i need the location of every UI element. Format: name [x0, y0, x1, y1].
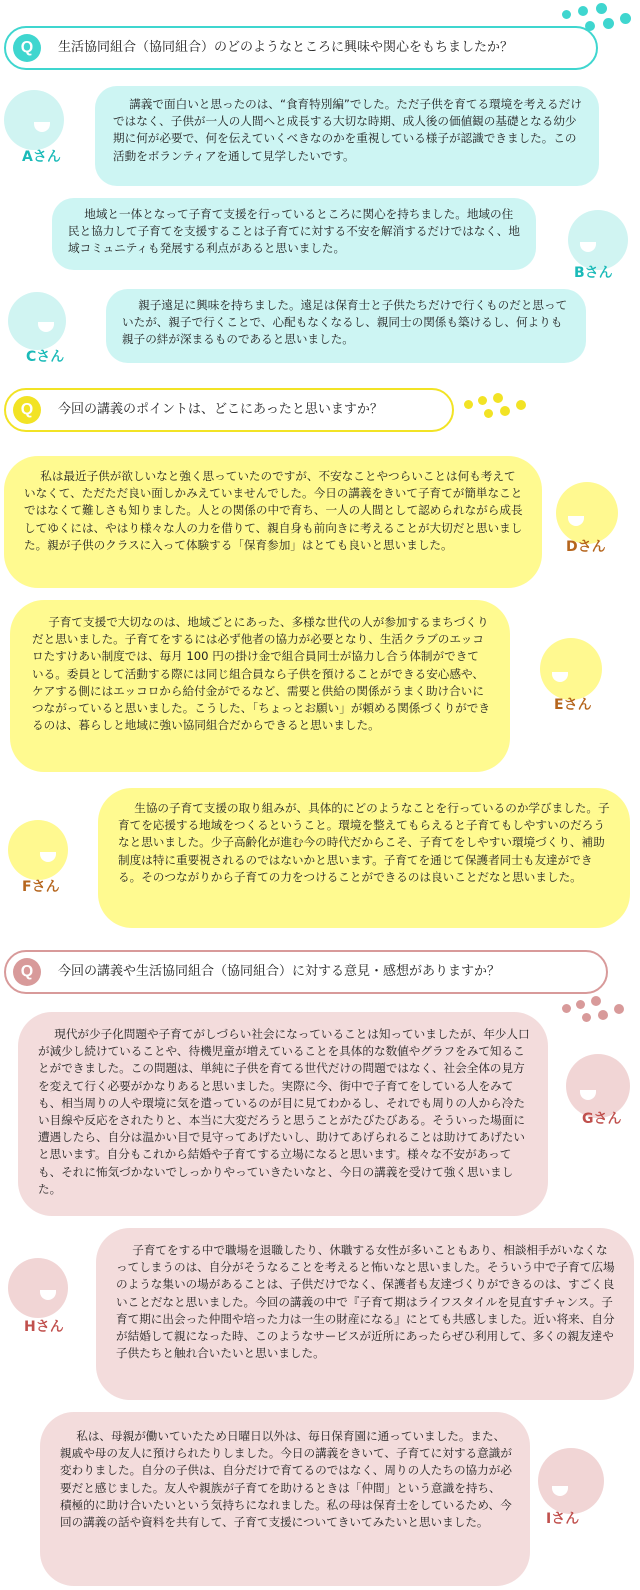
answer-bubble-a: [95, 86, 599, 186]
answer-bubble-h: [96, 1228, 634, 1400]
answer-text: 私は最近子供が欲しいなと強く思っていたのですが、不安なことやつらいことは何も考えていなくて、ただただ良い面しかみえていませんでした。今日の講義をきいて子育てが簡単なことではなくて難しさも知りました。人との関係の中で育ち、一人の人間として認められながら成長してゆくには、やはり様々な人の力を借りて、親自身も前向きに考えることが大切だと思いました。親が子供のクラスに入って体験する「保育参加」はとても良いと思いました。: [24, 469, 523, 552]
avatar-mouth: [40, 1290, 56, 1300]
answer-bubble-i: [40, 1412, 530, 1586]
decor-dot: [582, 1013, 591, 1022]
question-bar-2: [4, 388, 454, 432]
avatar-mouth: [568, 516, 584, 526]
answer-bubble-f: [98, 788, 630, 928]
avatar-b: [568, 210, 628, 270]
decor-dot: [578, 6, 588, 16]
decor-dot: [562, 1004, 571, 1013]
q-icon: Q: [13, 958, 41, 986]
avatar-i: [538, 1448, 604, 1514]
decor-dot: [516, 400, 526, 410]
avatar-a: [4, 90, 64, 150]
question-bar-3: [4, 950, 608, 994]
avatar-mouth: [40, 852, 56, 862]
decor-dot: [500, 406, 510, 416]
decor-dot: [464, 400, 473, 409]
q-icon: Q: [13, 34, 41, 62]
answer-text: 私は、母親が働いていたため日曜日以外は、毎日保育園に通っていました。また、親戚や母の友人に預けられたりしました。今日の講義をきいて、子育てに対する意識が変わりました。自分の子供は、自分だけで育てるのではなく、周りの人たちの協力が必要だと感じました。友人や親族が子育てを助けるときは「仲間」という意識を持ち、積極的に助け合いたいという気持ちになれました。私の母は保育士をしているため、今回の講義の話や資料を共有して、子育て支援についてきいてみたいと思いました。: [60, 1429, 512, 1530]
speaker-name-a: Aさん: [22, 149, 61, 165]
decor-dot: [596, 3, 607, 14]
speaker-name-f: Fさん: [22, 879, 60, 895]
question-text: 生活協同組合（協同組合）のどのようなところに興味や関心をもちましたか？: [58, 40, 514, 55]
avatar-h: [8, 1258, 68, 1318]
speaker-name-h: Hさん: [24, 1319, 64, 1335]
answer-text: 子育てをする中で職場を退職したり、休職する女性が多いこともあり、相談相手がいなくなってしまうのは、自分がそうなることを考えると怖いなと思いました。そういう中で子育て広場のような集いの場があることは、子供だけでなく、保護者も友達づくりができるのは、すごく良いことだなと思いました。今回の講義の中で『子育て期はライフスタイルを見直すチャンス。子育て期に出会った仲間や培った力は一生の財産になる』にとても共感しました。近い将来、自分が結婚して親になった時、このようなサービスが近所にあったらぜひ利用して、多くの親友達や子供たちと触れ合いたいと思いました。: [116, 1243, 615, 1361]
answer-bubble-c: [106, 289, 586, 363]
speaker-name-d: Dさん: [566, 539, 606, 555]
avatar-mouth: [580, 1090, 596, 1100]
decor-dot: [603, 18, 614, 29]
answer-text: 子育て支援で大切なのは、地域ごとにあった、多様な世代の人が参加するまちづくりだと思いました。子育てをするには必ず他者の協力が必要となり、生活クラブのエッコロたすけあい制度では、毎月 100 円の掛け金で組合員同士が協力し合う体制ができている。委員として活動する際には同じ組合員なら子供を預けることができる安心感や、ケアする側にはエッコロから給付金がでるなど、需要と供給の関係がうまく助け合いにつながっていると思いました。こうした、「ちょっとお願い」が頼める関係づくりができるのは、暮らしと地域に強い協同組合だからできると思いました。: [32, 615, 490, 733]
avatar-e: [540, 638, 602, 700]
answer-bubble-g: [18, 1012, 548, 1216]
answer-bubble-b: [52, 198, 536, 270]
avatar-mouth: [552, 672, 568, 682]
avatar-c: [8, 292, 66, 350]
avatar-mouth: [34, 122, 50, 132]
answer-bubble-e: [10, 600, 510, 772]
answer-bubble-d: [4, 456, 542, 588]
q-icon: Q: [13, 396, 41, 424]
decor-dot: [614, 1004, 624, 1014]
question-text: 今回の講義や生活協同組合（協同組合）に対する意見・感想がありますか？: [58, 964, 501, 979]
avatar-d: [556, 482, 618, 544]
decor-dot: [484, 409, 493, 418]
decor-dot: [562, 10, 571, 19]
answer-text: 生協の子育て支援の取り組みが、具体的にどのようなことを行っているのか学びました。子育てを応援する地域をつくるということ。環境を整えてもらえると子育てもしやすいのだろうなと思いました。少子高齢化が進む今の時代だからこそ、子育てをしやすい環境づくり、補助制度は特に重要視されるのではないかと思います。子育てを通じて保護者同士も友達ができる。そのつながりから子育ての力をつけることができるのは良いことだなと思いました。: [118, 801, 610, 884]
speaker-name-c: Cさん: [26, 349, 65, 365]
avatar-mouth: [552, 1486, 568, 1496]
decor-dot: [493, 393, 503, 403]
decor-dot: [576, 1000, 585, 1009]
speaker-name-e: Eさん: [554, 697, 592, 713]
answer-text: 講義で面白いと思ったのは、“食育特別編”でした。ただ子供を育てる環境を考えるだけではなく、子供が一人の人間へと成長する大切な時期、成人後の価値観の基礎となる幼少期に何が必要で、何を伝えていくべきなのかを重視している様子が認識できました。この活動をボランティアを通して見学したいです。: [113, 97, 582, 163]
decor-dot: [478, 396, 487, 405]
decor-dot: [591, 996, 601, 1006]
speaker-name-i: Iさん: [546, 1511, 580, 1527]
question-text: 今回の講義のポイントは、どこにあったと思いますか？: [58, 402, 383, 417]
answer-text: 現代が少子化問題や子育てがしづらい社会になっていることは知っていましたが、年少人口が減少し続けていることや、待機児童が増えていることを具体的な数値やグラフをみて知ることができました。この問題は、単純に子供を育てる世代だけの問題ではなく、社会全体の見方を変えて行く必要がかなりあると思いました。実際に今、街中で子育てをしている人をみても、相当周りの人や環境に気を遣っているのが目に見てわかるし、それでも周りの人から冷たい目線や反応をされたりと、本当に大変だろうと思うことがたびたびある。そういった場面に遭遇したら、自分は温かい目で見守ってあげたいし、助けてあげられることは助けてあげたいと思います。自分もこれから結婚や子育てする立場になると思います。様々な不安があっても、それに怖気づかないでしっかりやっていきたいなと、今日の講義を受けて強く思いました。: [38, 1027, 530, 1196]
decor-dot: [598, 1010, 608, 1020]
speaker-name-b: Bさん: [574, 265, 613, 281]
avatar-mouth: [580, 242, 596, 252]
decor-dot: [620, 13, 631, 24]
avatar-mouth: [38, 322, 54, 332]
speaker-name-g: Gさん: [582, 1111, 622, 1127]
avatar-f: [8, 820, 68, 880]
question-bar-1: [4, 26, 598, 70]
answer-text: 地域と一体となって子育て支援を行っているところに関心を持ちました。地域の住民と協力して子育てを支援することは子育てに対する不安を解消するだけではなく、地域コミュニティも発展する利点があると思いました。: [68, 207, 520, 256]
answer-text: 親子遠足に興味を持ちました。遠足は保育士と子供たちだけで行くものだと思っていたが、親子で行くことで、心配もなくなるし、親同士の関係も築けるし、何よりも親子の絆が深まるものであると思いました。: [122, 298, 568, 347]
